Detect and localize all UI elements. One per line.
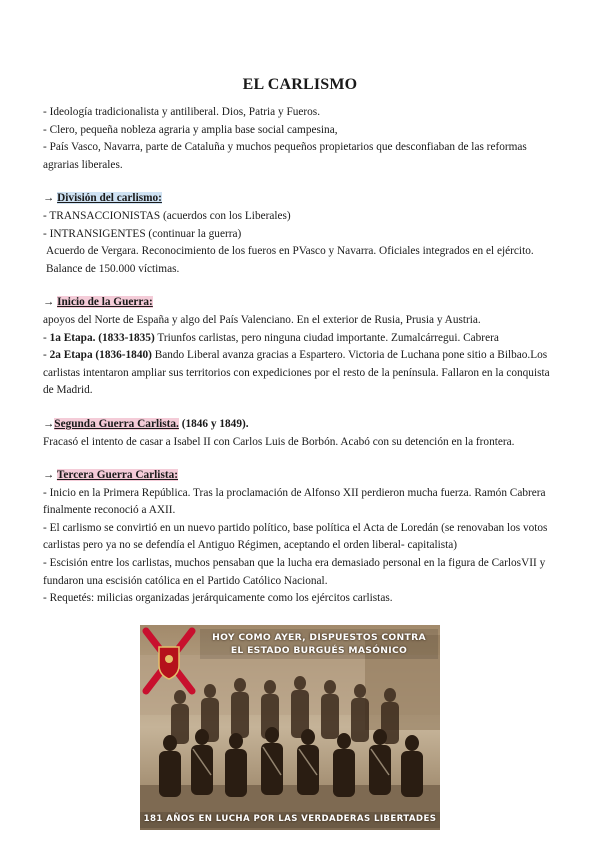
segunda-heading — [43, 416, 563, 434]
inicio-heading-text: Inicio de la Guerra: — [57, 296, 153, 309]
etapa-2-label: 2a Etapa (1836-1840) — [49, 349, 152, 362]
poster-bottom-banner: 181 AÑOS EN LUCHA POR LAS VERDADERAS LIBERTADES — [143, 814, 437, 824]
tercera-line: - Inicio en la Primera República. Tras la proclamación de Alfonso XII perdieron mucha fuerza. Ramón Cabrera finalmente reconoció a AXII. — [43, 486, 546, 517]
arrow-icon: → — [43, 296, 55, 309]
division-line: - INTRANSIGENTES (continuar la guerra) — [43, 227, 242, 240]
segunda-line: Fracasó el intento de casar a Isabel II con Carlos Luis de Borbón. Acabó con su detención en la frontera. — [43, 435, 515, 448]
carlist-poster-image — [140, 625, 440, 830]
segunda-heading-text: Segunda Guerra Carlista. — [54, 417, 179, 430]
division-heading — [43, 190, 563, 208]
inicio-line: apoyos del Norte de España y algo del País Valenciano. En el exterior de Rusia, Prusia y Austria. — [43, 313, 481, 326]
etapa-1-label: 1a Etapa. (1833-1835) — [49, 331, 155, 344]
etapa-1: - 1a Etapa. (1833-1835) Triunfos carlistas, pero ninguna ciudad importante. Zumalcárregui. Cabrera — [43, 331, 499, 344]
poster-top-line: EL ESTADO BURGUÉS MASÓNICO — [230, 645, 408, 656]
tercera-heading-text: Tercera Guerra Carlista: — [56, 469, 179, 482]
arrow-icon: → — [43, 469, 55, 482]
intro-line: - Clero, pequeña nobleza agraria y amplia base social campesina, — [43, 123, 338, 136]
intro-line: - Ideología tradicionalista y antiliberal. Dios, Patria y Fueros. — [43, 106, 321, 118]
inicio-heading — [43, 294, 563, 312]
division-line: - TRANSACCIONISTAS (acuerdos con los Liberales) — [43, 209, 291, 222]
intro-line: - País Vasco, Navarra, parte de Cataluña y muchos pequeños propietarios que desconfiaban de las reformas agrarias liberales. — [43, 141, 527, 171]
arrow-icon: → — [43, 192, 55, 205]
division-heading-text: División del carlismo: — [57, 192, 162, 205]
arrow-icon: → — [43, 417, 55, 430]
etapa-2: - 2a Etapa (1836-1840) Bando Liberal avanza gracias a Espartero. Victoria de Luchana pone sitio a Bilbao.Los carlistas intentaron ampliar sus territorios con expediciones por el resto de la península. Fallaron en la conquista de Madrid. — [43, 349, 550, 397]
tercera-line: - Requetés: milicias organizadas jerárquicamente como los ejércitos carlistas. — [43, 592, 393, 605]
tercera-line: - El carlismo se convirtió en un nuevo partido político, base política el Acta de Loredán (se renovaban los votos carlistas pero ya no se defendía el Antiguo Régimen, aceptando el orden liberal- capitalista) — [43, 521, 548, 552]
division-line: Acuerdo de Vergara. Reconocimiento de los fueros en PVasco y Navarra. Oficiales integrados en el ejército. Balance de 150.000 víctimas. — [46, 245, 534, 275]
poster-top-banner — [200, 631, 438, 657]
document-body — [43, 104, 563, 608]
tercera-heading — [43, 467, 563, 485]
page-title: EL CARLISMO — [242, 76, 358, 93]
tercera-line: - Escisión entre los carlistas, muchos pensaban que la lucha era demasiado personal en la figura de CarlosVII y fundaron una escisión católica en el Partido Católico Nacional. — [43, 557, 546, 587]
poster-top-line: HOY COMO AYER, DISPUESTOS CONTRA — [212, 632, 426, 643]
segunda-years: (1846 y 1849). — [178, 417, 249, 430]
